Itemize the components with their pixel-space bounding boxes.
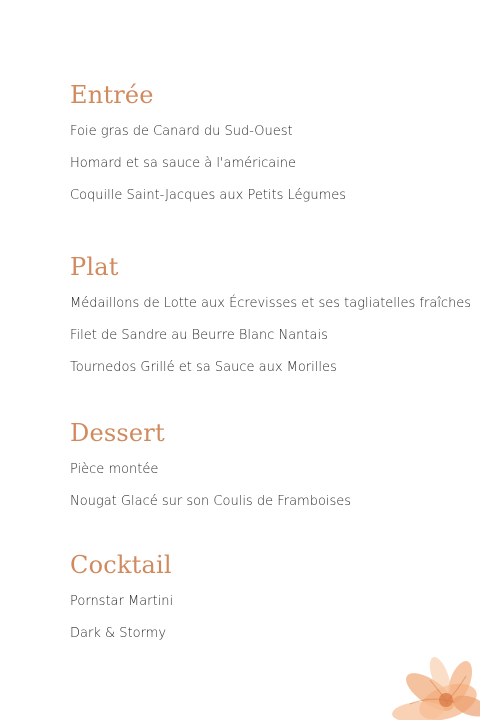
menu-items <box>70 296 471 392</box>
menu-item: Médaillons de Lotte aux Écrevisses et ses tagliatelles fraîches <box>70 296 472 311</box>
section-title: Entrée <box>70 81 154 109</box>
menu-items <box>70 462 351 526</box>
menu-item: Foie gras de Canard du Sud-Ouest <box>70 124 293 139</box>
menu-section-plat <box>70 252 471 392</box>
section-title: Dessert <box>70 419 165 447</box>
menu-items <box>70 124 346 220</box>
menu-item: Coquille Saint-Jacques aux Petits Légumes <box>70 188 347 203</box>
menu-item: Pièce montée <box>70 462 159 477</box>
section-title: Cocktail <box>70 551 172 579</box>
menu-item: Pornstar Martini <box>70 594 174 609</box>
menu-item: Tournedos Grillé et sa Sauce aux Morilles <box>70 360 337 375</box>
menu-section-dessert <box>70 418 351 526</box>
menu-item: Homard et sa sauce à l'américaine <box>70 156 297 171</box>
menu-section-cocktail <box>70 550 173 658</box>
menu-item: Nougat Glacé sur son Coulis de Framboises <box>70 494 352 509</box>
watercolor-flower-icon <box>370 640 480 720</box>
menu-section-entree <box>70 80 346 220</box>
menu-item: Filet de Sandre au Beurre Blanc Nantais <box>70 328 328 343</box>
menu-item: Dark & Stormy <box>70 626 167 641</box>
menu-items <box>70 594 173 658</box>
section-title: Plat <box>70 253 119 281</box>
